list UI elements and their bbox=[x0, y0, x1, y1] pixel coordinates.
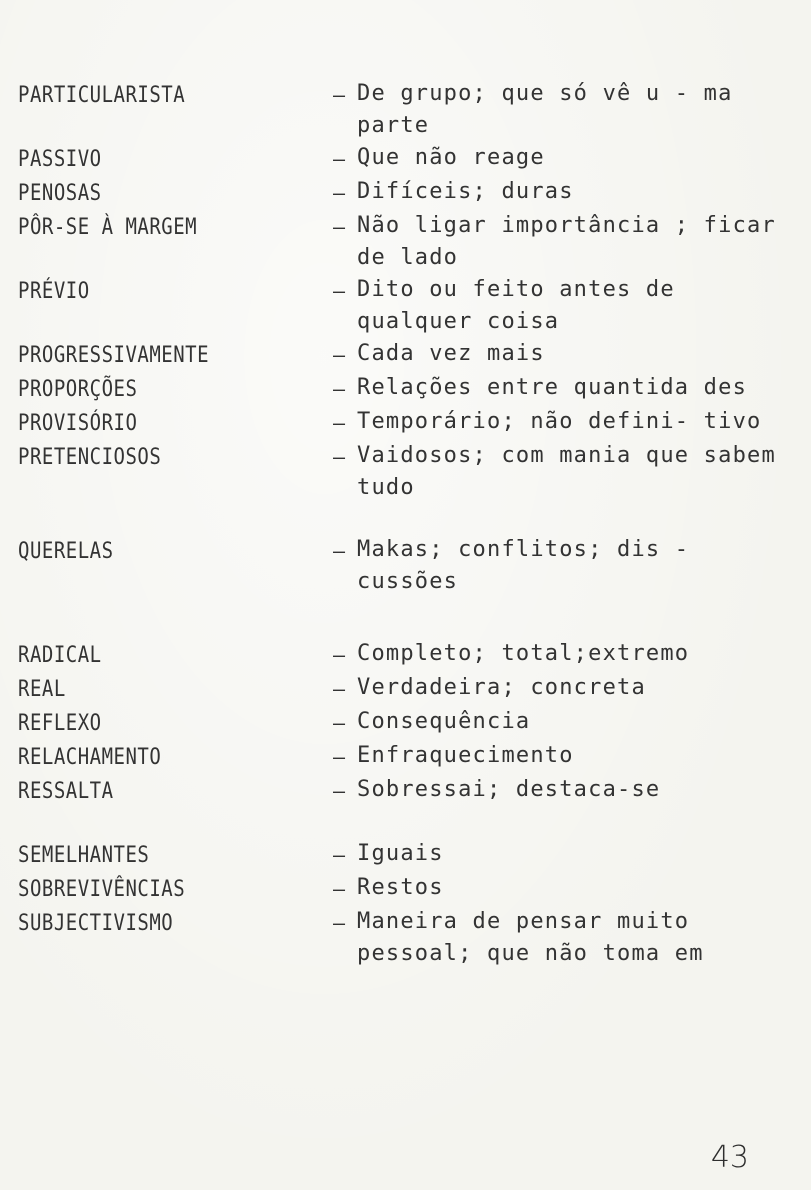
glossary-entry bbox=[18, 176, 788, 210]
glossary-term: RELACHAMENTO bbox=[18, 744, 162, 770]
glossary-term: PROVISÓRIO bbox=[18, 410, 138, 436]
section-gap bbox=[18, 598, 788, 638]
dash-separator: – bbox=[332, 343, 346, 367]
dash-separator: – bbox=[332, 745, 346, 769]
glossary-entry bbox=[18, 210, 788, 274]
glossary-term: PROGRESSIVAMENTE bbox=[18, 342, 210, 368]
glossary-definition: Vaidosos; com mania que sabem tudo bbox=[357, 443, 776, 500]
glossary-list bbox=[18, 78, 788, 970]
dash-separator: – bbox=[332, 181, 346, 205]
glossary-term: PENOSAS bbox=[18, 180, 102, 206]
page-number: 43 bbox=[710, 1140, 749, 1175]
glossary-definition: De grupo; que só vê u - ma parte bbox=[357, 81, 733, 138]
glossary-entry bbox=[18, 838, 788, 872]
glossary-definition: Restos bbox=[357, 875, 444, 900]
glossary-term: REAL bbox=[18, 676, 66, 702]
glossary-term: PROPORÇÕES bbox=[18, 376, 138, 402]
glossary-definition: Completo; total;extremo bbox=[357, 641, 690, 666]
dash-separator: – bbox=[332, 539, 346, 563]
glossary-definition: Verdadeira; concreta bbox=[357, 675, 646, 700]
glossary-term: PRETENCIOSOS bbox=[18, 444, 162, 470]
glossary-term: RADICAL bbox=[18, 642, 102, 668]
dash-separator: – bbox=[332, 411, 346, 435]
glossary-entry bbox=[18, 338, 788, 372]
glossary-entry bbox=[18, 372, 788, 406]
glossary-term: QUERELAS bbox=[18, 538, 114, 564]
glossary-term: PARTICULARISTA bbox=[18, 82, 186, 108]
glossary-definition: Temporário; não defini- tivo bbox=[357, 409, 762, 434]
glossary-definition: Difíceis; duras bbox=[357, 179, 574, 204]
glossary-entry bbox=[18, 274, 788, 338]
glossary-term: SUBJECTIVISMO bbox=[18, 910, 174, 936]
glossary-term: RESSALTA bbox=[18, 778, 114, 804]
dash-separator: – bbox=[332, 711, 346, 735]
glossary-entry bbox=[18, 672, 788, 706]
dash-separator: – bbox=[332, 445, 346, 469]
section-gap bbox=[18, 808, 788, 838]
glossary-definition: Makas; conflitos; dis - cussões bbox=[357, 537, 690, 594]
glossary-entry bbox=[18, 534, 788, 598]
glossary-term: SOBREVIVÊNCIAS bbox=[18, 876, 186, 902]
glossary-entry bbox=[18, 440, 788, 504]
dash-separator: – bbox=[332, 147, 346, 171]
glossary-definition: Consequência bbox=[357, 709, 531, 734]
dash-separator: – bbox=[332, 215, 346, 239]
glossary-entry bbox=[18, 706, 788, 740]
dash-separator: – bbox=[332, 643, 346, 667]
glossary-entry bbox=[18, 638, 788, 672]
glossary-entry bbox=[18, 872, 788, 906]
glossary-definition: Que não reage bbox=[357, 145, 545, 170]
glossary-definition: Enfraquecimento bbox=[357, 743, 574, 768]
glossary-entry bbox=[18, 906, 788, 970]
dash-separator: – bbox=[332, 877, 346, 901]
dash-separator: – bbox=[332, 279, 346, 303]
dash-separator: – bbox=[332, 911, 346, 935]
glossary-entry bbox=[18, 406, 788, 440]
glossary-definition: Relações entre quantida des bbox=[357, 375, 748, 400]
dash-separator: – bbox=[332, 377, 346, 401]
glossary-term: SEMELHANTES bbox=[18, 842, 150, 868]
glossary-definition: Sobressai; destaca-se bbox=[357, 777, 661, 802]
dash-separator: – bbox=[332, 677, 346, 701]
dash-separator: – bbox=[332, 779, 346, 803]
section-gap bbox=[18, 504, 788, 534]
glossary-term: PRÉVIO bbox=[18, 278, 90, 304]
glossary-entry bbox=[18, 774, 788, 808]
glossary-definition: Não ligar importância ; ficar de lado bbox=[357, 213, 776, 270]
dash-separator: – bbox=[332, 843, 346, 867]
glossary-definition: Iguais bbox=[357, 841, 444, 866]
glossary-entry bbox=[18, 78, 788, 142]
dash-separator: – bbox=[332, 83, 346, 107]
glossary-term: PASSIVO bbox=[18, 146, 102, 172]
glossary-entry bbox=[18, 142, 788, 176]
glossary-entry bbox=[18, 740, 788, 774]
glossary-definition: Cada vez mais bbox=[357, 341, 545, 366]
glossary-definition: Dito ou feito antes de qualquer coisa bbox=[357, 277, 675, 334]
glossary-term: REFLEXO bbox=[18, 710, 102, 736]
glossary-definition: Maneira de pensar muito pessoal; que não toma em bbox=[357, 909, 704, 966]
glossary-term: PÔR-SE À MARGEM bbox=[18, 214, 198, 240]
